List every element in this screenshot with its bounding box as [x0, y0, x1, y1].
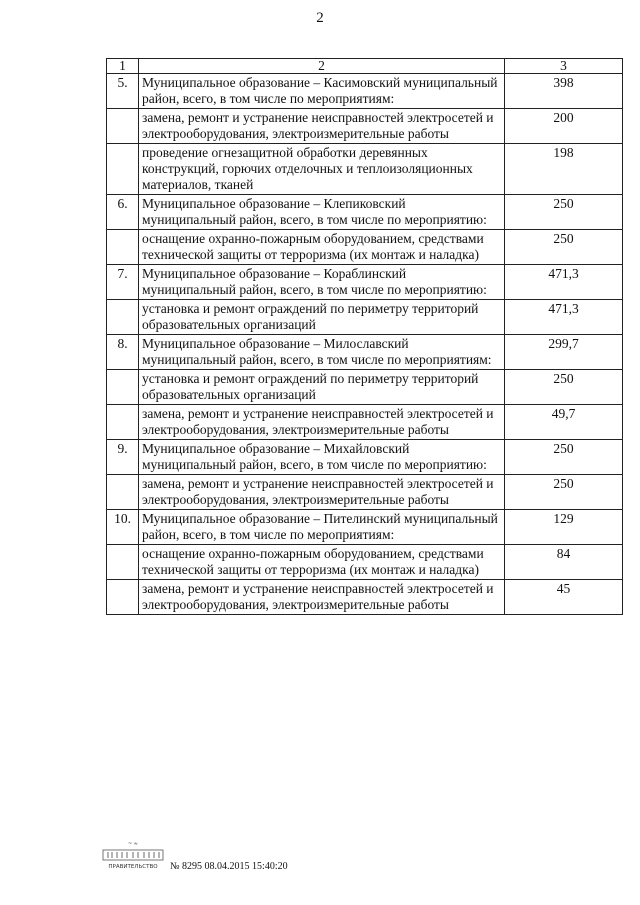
row-number — [107, 580, 139, 615]
row-number — [107, 300, 139, 335]
table-row — [107, 510, 623, 545]
row-amount: 299,7 — [505, 335, 623, 370]
row-description: Муниципальное образование – Пителинский муниципальный район, всего, в том числе по мероприятиям: — [139, 510, 505, 545]
table-row — [107, 545, 623, 580]
row-number: 10. — [107, 510, 139, 545]
header-cell: 2 — [139, 59, 505, 74]
row-number — [107, 475, 139, 510]
table-row — [107, 265, 623, 300]
row-amount: 471,3 — [505, 265, 623, 300]
row-number: 9. — [107, 440, 139, 475]
row-amount: 471,3 — [505, 300, 623, 335]
row-number: 5. — [107, 74, 139, 109]
row-number — [107, 405, 139, 440]
table-row — [107, 300, 623, 335]
table-header-row — [107, 59, 623, 74]
svg-text:~ ≈: ~ ≈ — [128, 841, 138, 847]
table-row — [107, 335, 623, 370]
header-cell: 1 — [107, 59, 139, 74]
table-row — [107, 370, 623, 405]
row-amount: 250 — [505, 370, 623, 405]
allocation-table — [106, 58, 623, 615]
row-description: Муниципальное образование – Кораблинский муниципальный район, всего, в том числе по мероприятию: — [139, 265, 505, 300]
table-row — [107, 230, 623, 265]
row-number: 8. — [107, 335, 139, 370]
row-number — [107, 230, 139, 265]
row-description: Муниципальное образование – Касимовский муниципальный район, всего, в том числе по мероприятиям: — [139, 74, 505, 109]
row-number — [107, 144, 139, 195]
table-row — [107, 144, 623, 195]
table-row — [107, 475, 623, 510]
row-amount: 129 — [505, 510, 623, 545]
row-description: оснащение охранно-пожарным оборудованием, средствами технической защиты от терроризма (их монтаж и наладка) — [139, 545, 505, 580]
header-cell: 3 — [505, 59, 623, 74]
row-number — [107, 545, 139, 580]
row-amount: 398 — [505, 74, 623, 109]
table-row — [107, 440, 623, 475]
row-number — [107, 370, 139, 405]
row-description: проведение огнезащитной обработки деревянных конструкций, горючих отделочных и теплоизоляционных материалов, тканей — [139, 144, 505, 195]
row-amount: 250 — [505, 230, 623, 265]
row-number — [107, 109, 139, 144]
table-row — [107, 74, 623, 109]
row-description: замена, ремонт и устранение неисправностей электросетей и электрооборудования, электроизмерительные работы — [139, 475, 505, 510]
row-description: Муниципальное образование – Михайловский муниципальный район, всего, в том числе по мероприятию: — [139, 440, 505, 475]
registration-number: № 8295 08.04.2015 15:40:20 — [170, 861, 288, 872]
row-amount: 250 — [505, 195, 623, 230]
table-row — [107, 195, 623, 230]
registration-stamp-icon — [100, 838, 166, 872]
row-amount: 250 — [505, 475, 623, 510]
row-amount: 200 — [505, 109, 623, 144]
row-description: установка и ремонт ограждений по периметру территорий образовательных организаций — [139, 370, 505, 405]
row-number: 7. — [107, 265, 139, 300]
table-row — [107, 405, 623, 440]
row-amount: 45 — [505, 580, 623, 615]
row-amount: 84 — [505, 545, 623, 580]
row-description: установка и ремонт ограждений по периметру территорий образовательных организаций — [139, 300, 505, 335]
table-row — [107, 109, 623, 144]
row-description: замена, ремонт и устранение неисправностей электросетей и электрооборудования, электроизмерительные работы — [139, 405, 505, 440]
table-row — [107, 580, 623, 615]
row-description: замена, ремонт и устранение неисправностей электросетей и электрооборудования, электроизмерительные работы — [139, 109, 505, 144]
row-description: замена, ремонт и устранение неисправностей электросетей и электрооборудования, электроизмерительные работы — [139, 580, 505, 615]
row-amount: 250 — [505, 440, 623, 475]
page-number: 2 — [316, 10, 324, 26]
stamp-label: ПРАВИТЕЛЬСТВО — [108, 864, 158, 870]
row-number: 6. — [107, 195, 139, 230]
row-amount: 198 — [505, 144, 623, 195]
row-description: Муниципальное образование – Милославский муниципальный район, всего, в том числе по мероприятиям: — [139, 335, 505, 370]
row-description: оснащение охранно-пожарным оборудованием, средствами технической защиты от терроризма (их монтаж и наладка) — [139, 230, 505, 265]
row-amount: 49,7 — [505, 405, 623, 440]
row-description: Муниципальное образование – Клепиковский муниципальный район, всего, в том числе по мероприятию: — [139, 195, 505, 230]
